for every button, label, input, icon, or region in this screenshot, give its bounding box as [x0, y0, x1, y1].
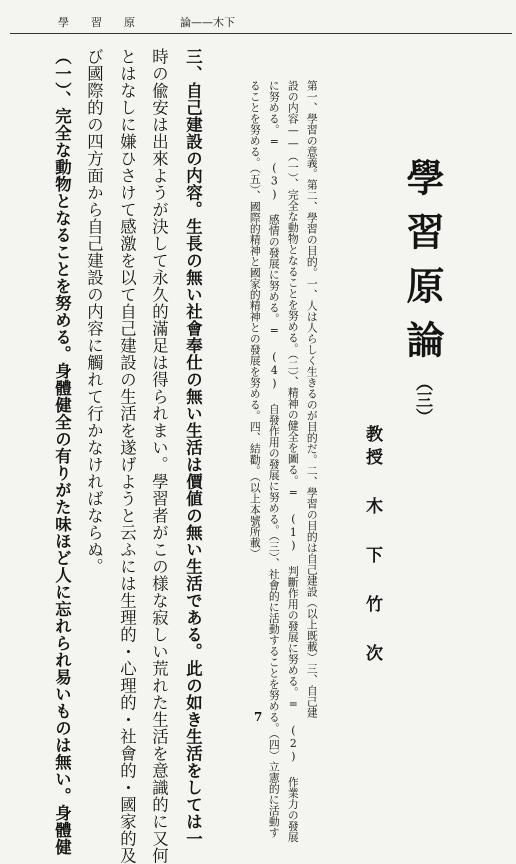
summary-line-4: ることを努める。（五）、國際的精神と國家的精神との發展を努める。四、結勸。（以上本號所載） [248, 80, 262, 559]
summary-line-1: 第一、學習の意義。第二、學習の目的。一、人は人らしく生きるのが目的だ。二、學習の目的は自己建設（以上既載）三、自己建 [305, 80, 319, 718]
body-line-2: 時の偸安は出來ようが決して永久的滿足は得られまい。學習者がこの様な寂しい荒れた生活を意識的に又何 [149, 48, 169, 864]
running-header-left: 學 習 原 [58, 16, 135, 29]
body-line-1: 三、自己建設の内容。生長の無い社會奉仕の無い生活は價値の無い生活である。此の如き生活をしては一 [183, 48, 203, 847]
summary-line-2: 設の内容——（一）、完全な動物となることを努める。（二）、精神の健全を圖る。= (1) 判斷作用の發展に努める。= (2) 作業力の發展 [286, 80, 300, 843]
page-number: 7 [254, 710, 263, 724]
summary-line-3: に努める。= (3) 感情の發展に努める。= (4) 自發作用の發展に努める。（三）、社會的に活動することを努める。（四）立憲的に活動す [267, 80, 281, 839]
article-title [395, 158, 450, 425]
title-text: 學習原論 [400, 158, 445, 374]
body-line-5: （一）、完全な動物となることを努める。身體健全の有りがた味ほど人に忘れられ易いものは無い。身體健 [52, 48, 72, 856]
running-header-right: 論——木下 [180, 16, 235, 29]
author-byline: 教授 木 下 竹 次 [362, 425, 382, 667]
header-rule [10, 33, 512, 34]
body-line-4: び國際的の四方面から自己建設の内容に觸れて行かなければならぬ。 [84, 48, 104, 575]
title-part-mark: （三） [412, 374, 432, 425]
body-line-3: とはなしに嫌ひさけて感激を以て自己建設の生活を遂げようと云ふには生理的・心理的・社會的・國家的及 [117, 48, 137, 864]
